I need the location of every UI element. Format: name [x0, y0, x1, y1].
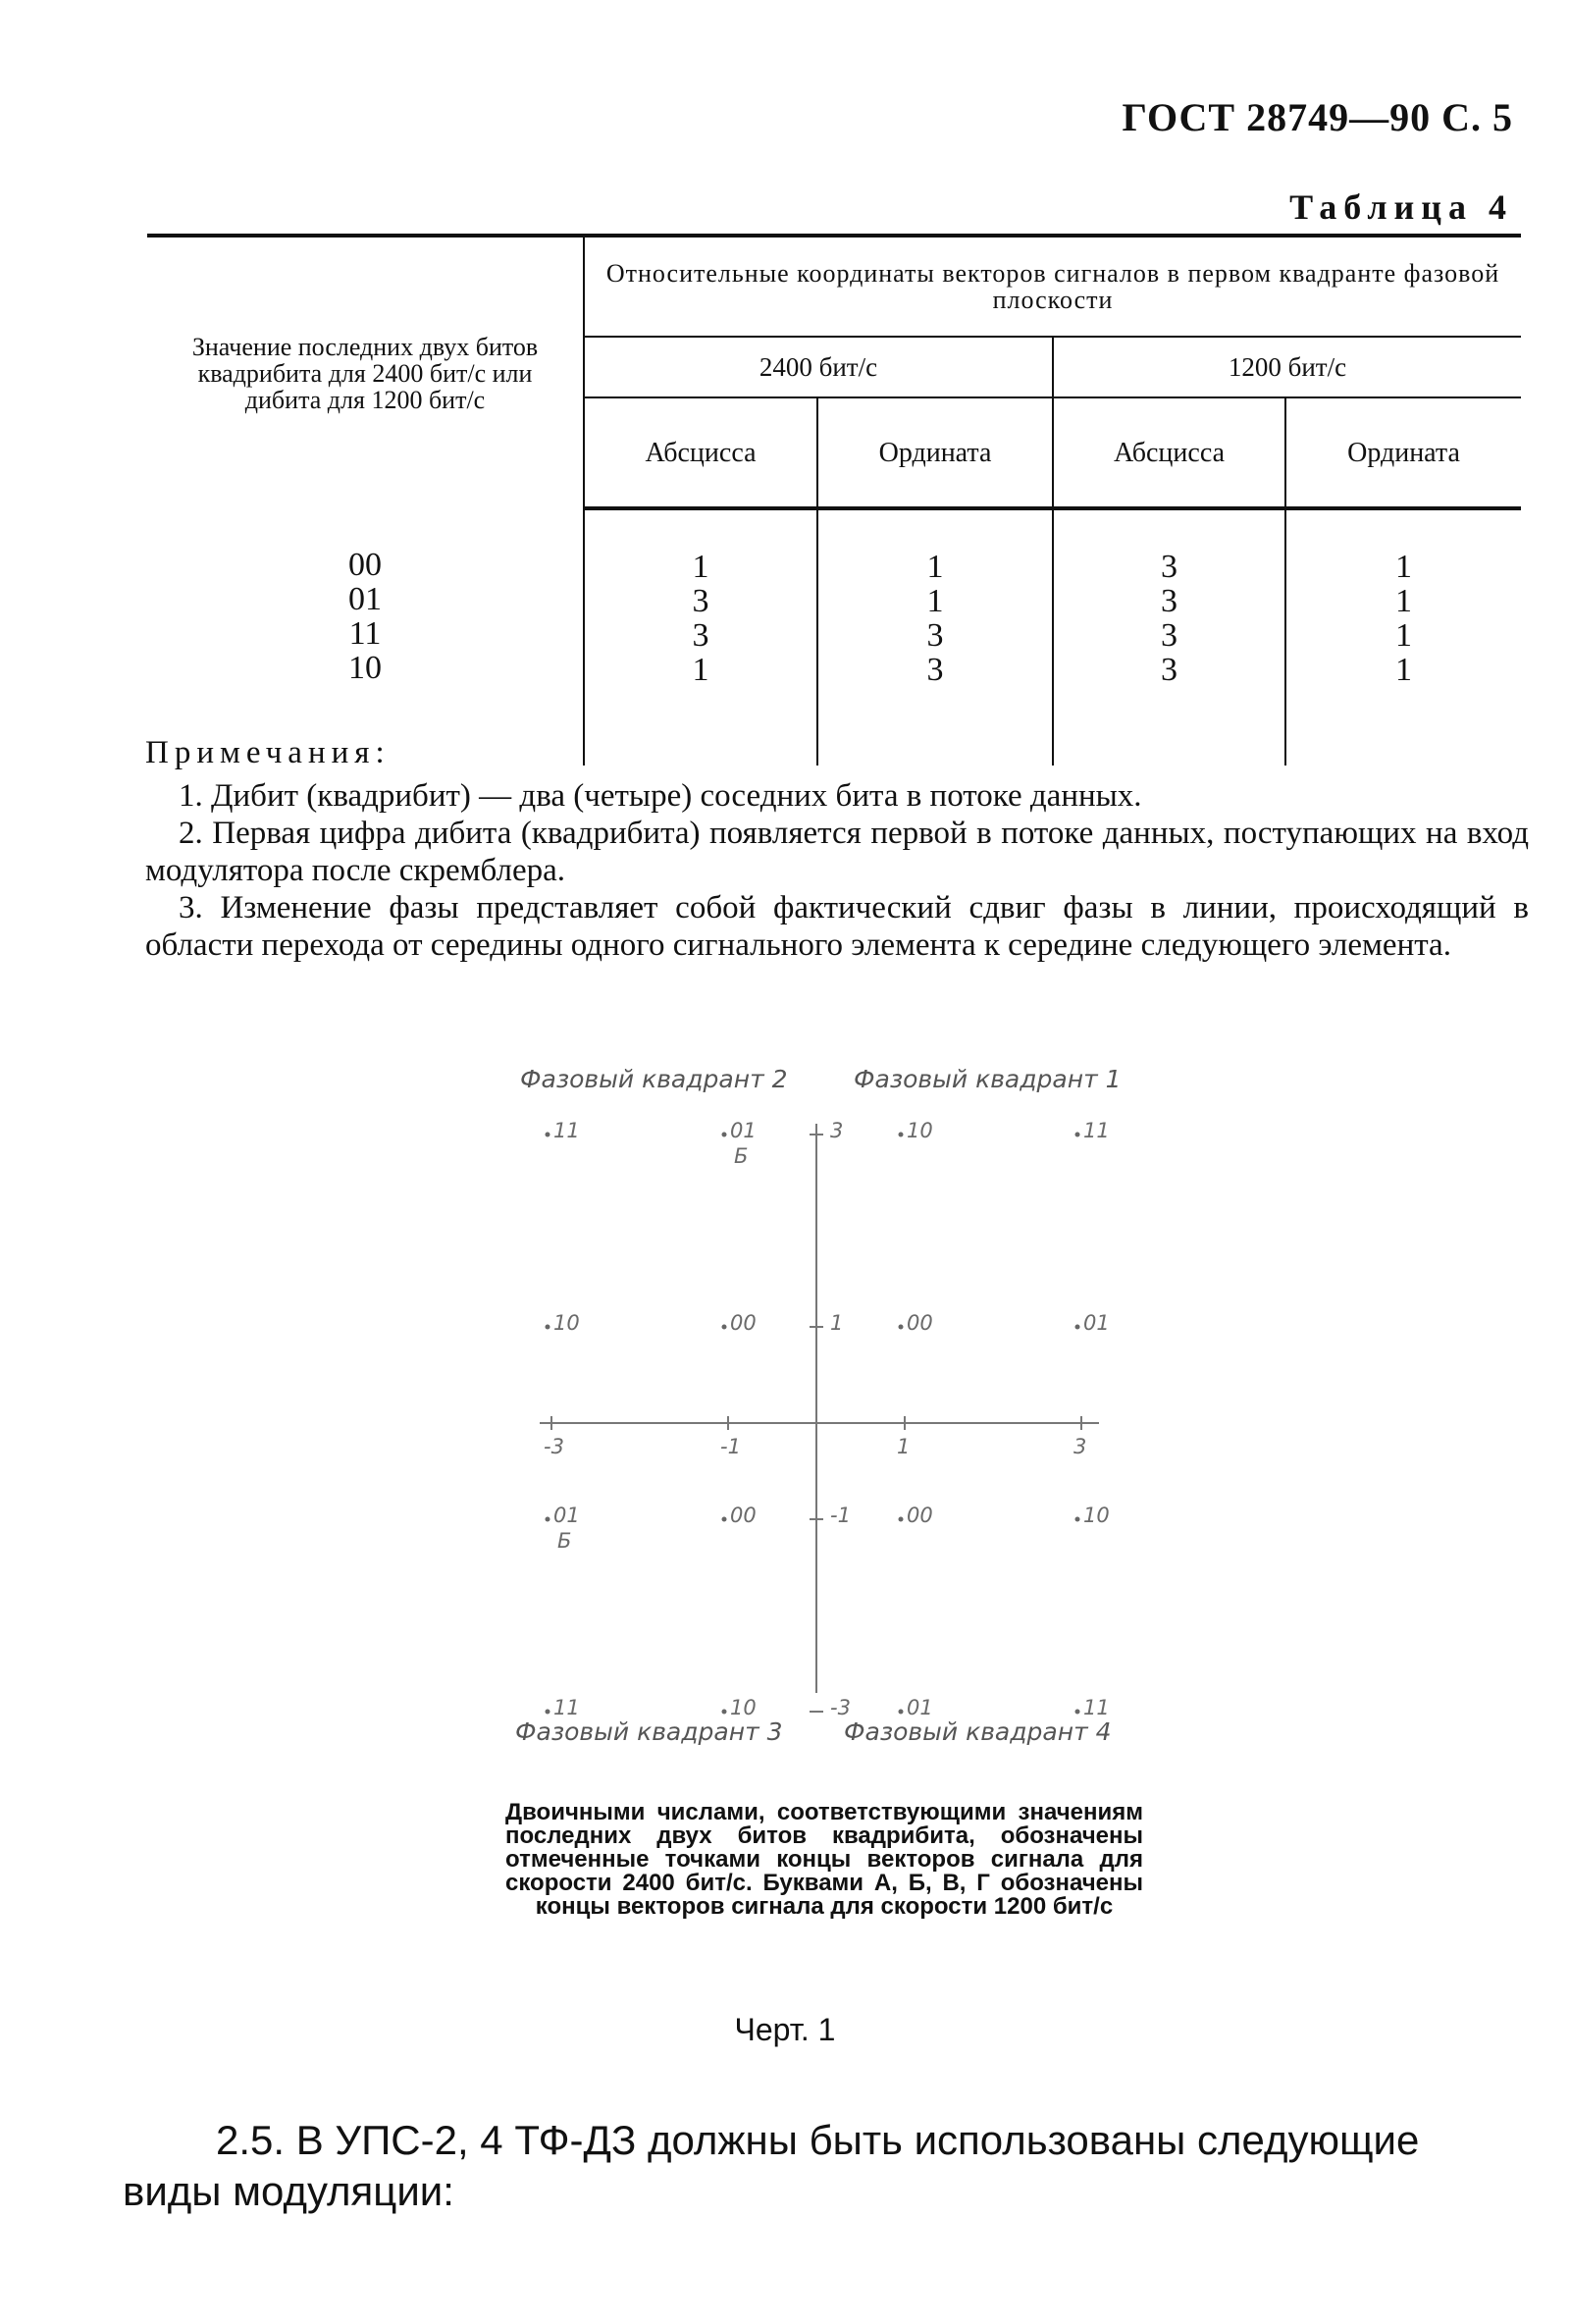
speed-header-1200: 1200 бит/с — [1053, 337, 1521, 397]
constellation-axes — [491, 1065, 1178, 1762]
constellation-point — [722, 1325, 727, 1330]
table-cell: 3 — [926, 617, 944, 654]
axis-header: Ордината — [817, 397, 1053, 508]
table-cell: 1 — [1395, 617, 1412, 654]
point-label: 10 — [553, 1311, 580, 1335]
point-label: 01 — [730, 1119, 757, 1142]
point-letter: Б — [557, 1529, 572, 1553]
page-header: ГОСТ 28749—90 С. 5 — [1122, 95, 1513, 139]
figure-title: Черт. 1 — [734, 2012, 836, 2047]
axis-header: Ордината — [1285, 397, 1521, 508]
bits-column — [147, 508, 584, 766]
constellation-point — [1075, 1133, 1080, 1137]
constellation-point — [899, 1517, 904, 1522]
constellation-point — [546, 1133, 550, 1137]
table-cell: 1 — [692, 549, 709, 585]
constellation-point — [899, 1325, 904, 1330]
table-title: Таблица 4 — [1289, 187, 1513, 227]
first-column-header: Значение последних двух битов квадрибита для 2400 бит/с или дибита для 1200 бит/с — [147, 236, 584, 508]
point-label: 01 — [907, 1696, 933, 1719]
point-label: 01 — [1083, 1311, 1110, 1335]
ordinate-2400-column — [817, 508, 1053, 766]
table-cell: 00 — [348, 547, 382, 583]
constellation-point — [722, 1517, 727, 1522]
abscissa-2400-column — [584, 508, 817, 766]
note-item: 1. Дибит (квадрибит) — два (четыре) соседних бита в потоке данных. — [179, 778, 1142, 814]
y-tick-label: 3 — [830, 1119, 844, 1142]
point-label: 11 — [553, 1696, 580, 1719]
constellation-point — [899, 1133, 904, 1137]
point-letter: Б — [734, 1144, 749, 1168]
note-item: 3. Изменение фазы представляет собой фактический сдвиг фазы в линии, происходящий в области перехода от середины одного сигнального элемента к середине следующего элемента. — [145, 890, 1529, 963]
point-label: 00 — [907, 1504, 933, 1527]
constellation-point — [722, 1710, 727, 1715]
table-cell: 01 — [348, 581, 382, 617]
table-cell: 3 — [1161, 652, 1178, 688]
point-label: 11 — [1083, 1696, 1110, 1719]
speed-header-2400: 2400 бит/с — [584, 337, 1053, 397]
table-cell: 1 — [1395, 583, 1412, 619]
table-cell: 3 — [692, 583, 709, 619]
point-label: 11 — [1083, 1119, 1110, 1142]
axis-header: Абсцисса — [1053, 397, 1285, 508]
table-cell: 3 — [1161, 617, 1178, 654]
figure-caption: Двоичными числами, соответствующими значениям последних двух битов квадрибита, обозначены отмеченные точками концы векторов сигнала для скорости 2400 бит/с. Буквами А, Б, В, Г обозначены концы векторов сигнала для скорости 1200 бит/с — [505, 1799, 1143, 1920]
point-label: 00 — [730, 1504, 757, 1527]
point-label: 10 — [1083, 1504, 1110, 1527]
constellation-figure — [491, 1065, 1178, 1762]
table-body-row — [147, 508, 1521, 766]
table-cell: 1 — [926, 549, 944, 585]
section-paragraph: 2.5. В УПС-2, 4 ТФ-ДЗ должны быть использованы следующие виды модуляции: — [123, 2117, 1420, 2214]
constellation-point — [546, 1710, 550, 1715]
constellation-point — [546, 1517, 550, 1522]
group-header: Относительные координаты векторов сигналов в первом квадранте фазовой плоскости — [584, 236, 1521, 337]
quadrant-label-1: Фазовый квадрант 1 — [854, 1065, 1122, 1093]
table-cell: 11 — [348, 615, 382, 652]
table-cell: 3 — [1161, 583, 1178, 619]
constellation-point — [722, 1133, 727, 1137]
x-tick-label: 3 — [1073, 1435, 1087, 1458]
abscissa-1200-column — [1053, 508, 1285, 766]
table-cell: 1 — [1395, 652, 1412, 688]
point-label: 00 — [907, 1311, 933, 1335]
point-label: 10 — [730, 1696, 757, 1719]
point-label: 00 — [730, 1311, 757, 1335]
y-tick-label: 1 — [830, 1311, 844, 1335]
point-label: 10 — [907, 1119, 933, 1142]
ordinate-1200-column — [1285, 508, 1521, 766]
data-table — [147, 234, 1521, 766]
quadrant-label-3: Фазовый квадрант 3 — [515, 1717, 783, 1746]
point-label: 01 — [553, 1504, 580, 1527]
y-tick-label: -3 — [830, 1696, 851, 1719]
x-tick-label: -1 — [720, 1435, 741, 1458]
constellation-point — [899, 1710, 904, 1715]
note-item: 2. Первая цифра дибита (квадрибита) появляется первой в потоке данных, поступающих на вход модулятора после скремблера. — [145, 816, 1529, 888]
notes-section — [145, 734, 1529, 964]
axis-header: Абсцисса — [584, 397, 817, 508]
quadrant-label-2: Фазовый квадрант 2 — [520, 1065, 788, 1093]
table-cell: 10 — [348, 650, 382, 686]
constellation-point — [1075, 1517, 1080, 1522]
table-cell: 1 — [1395, 549, 1412, 585]
x-tick-label: -3 — [544, 1435, 564, 1458]
constellation-point — [546, 1325, 550, 1330]
constellation-point — [1075, 1325, 1080, 1330]
table-cell: 1 — [926, 583, 944, 619]
point-label: 11 — [553, 1119, 580, 1142]
x-tick-label: 1 — [897, 1435, 911, 1458]
notes-title: Примечания: — [145, 735, 391, 770]
table-cell: 1 — [692, 652, 709, 688]
table-cell: 3 — [926, 652, 944, 688]
y-tick-label: -1 — [830, 1504, 851, 1527]
constellation-point — [1075, 1710, 1080, 1715]
quadrant-label-4: Фазовый квадрант 4 — [844, 1717, 1112, 1746]
table-cell: 3 — [692, 617, 709, 654]
table-cell: 3 — [1161, 549, 1178, 585]
